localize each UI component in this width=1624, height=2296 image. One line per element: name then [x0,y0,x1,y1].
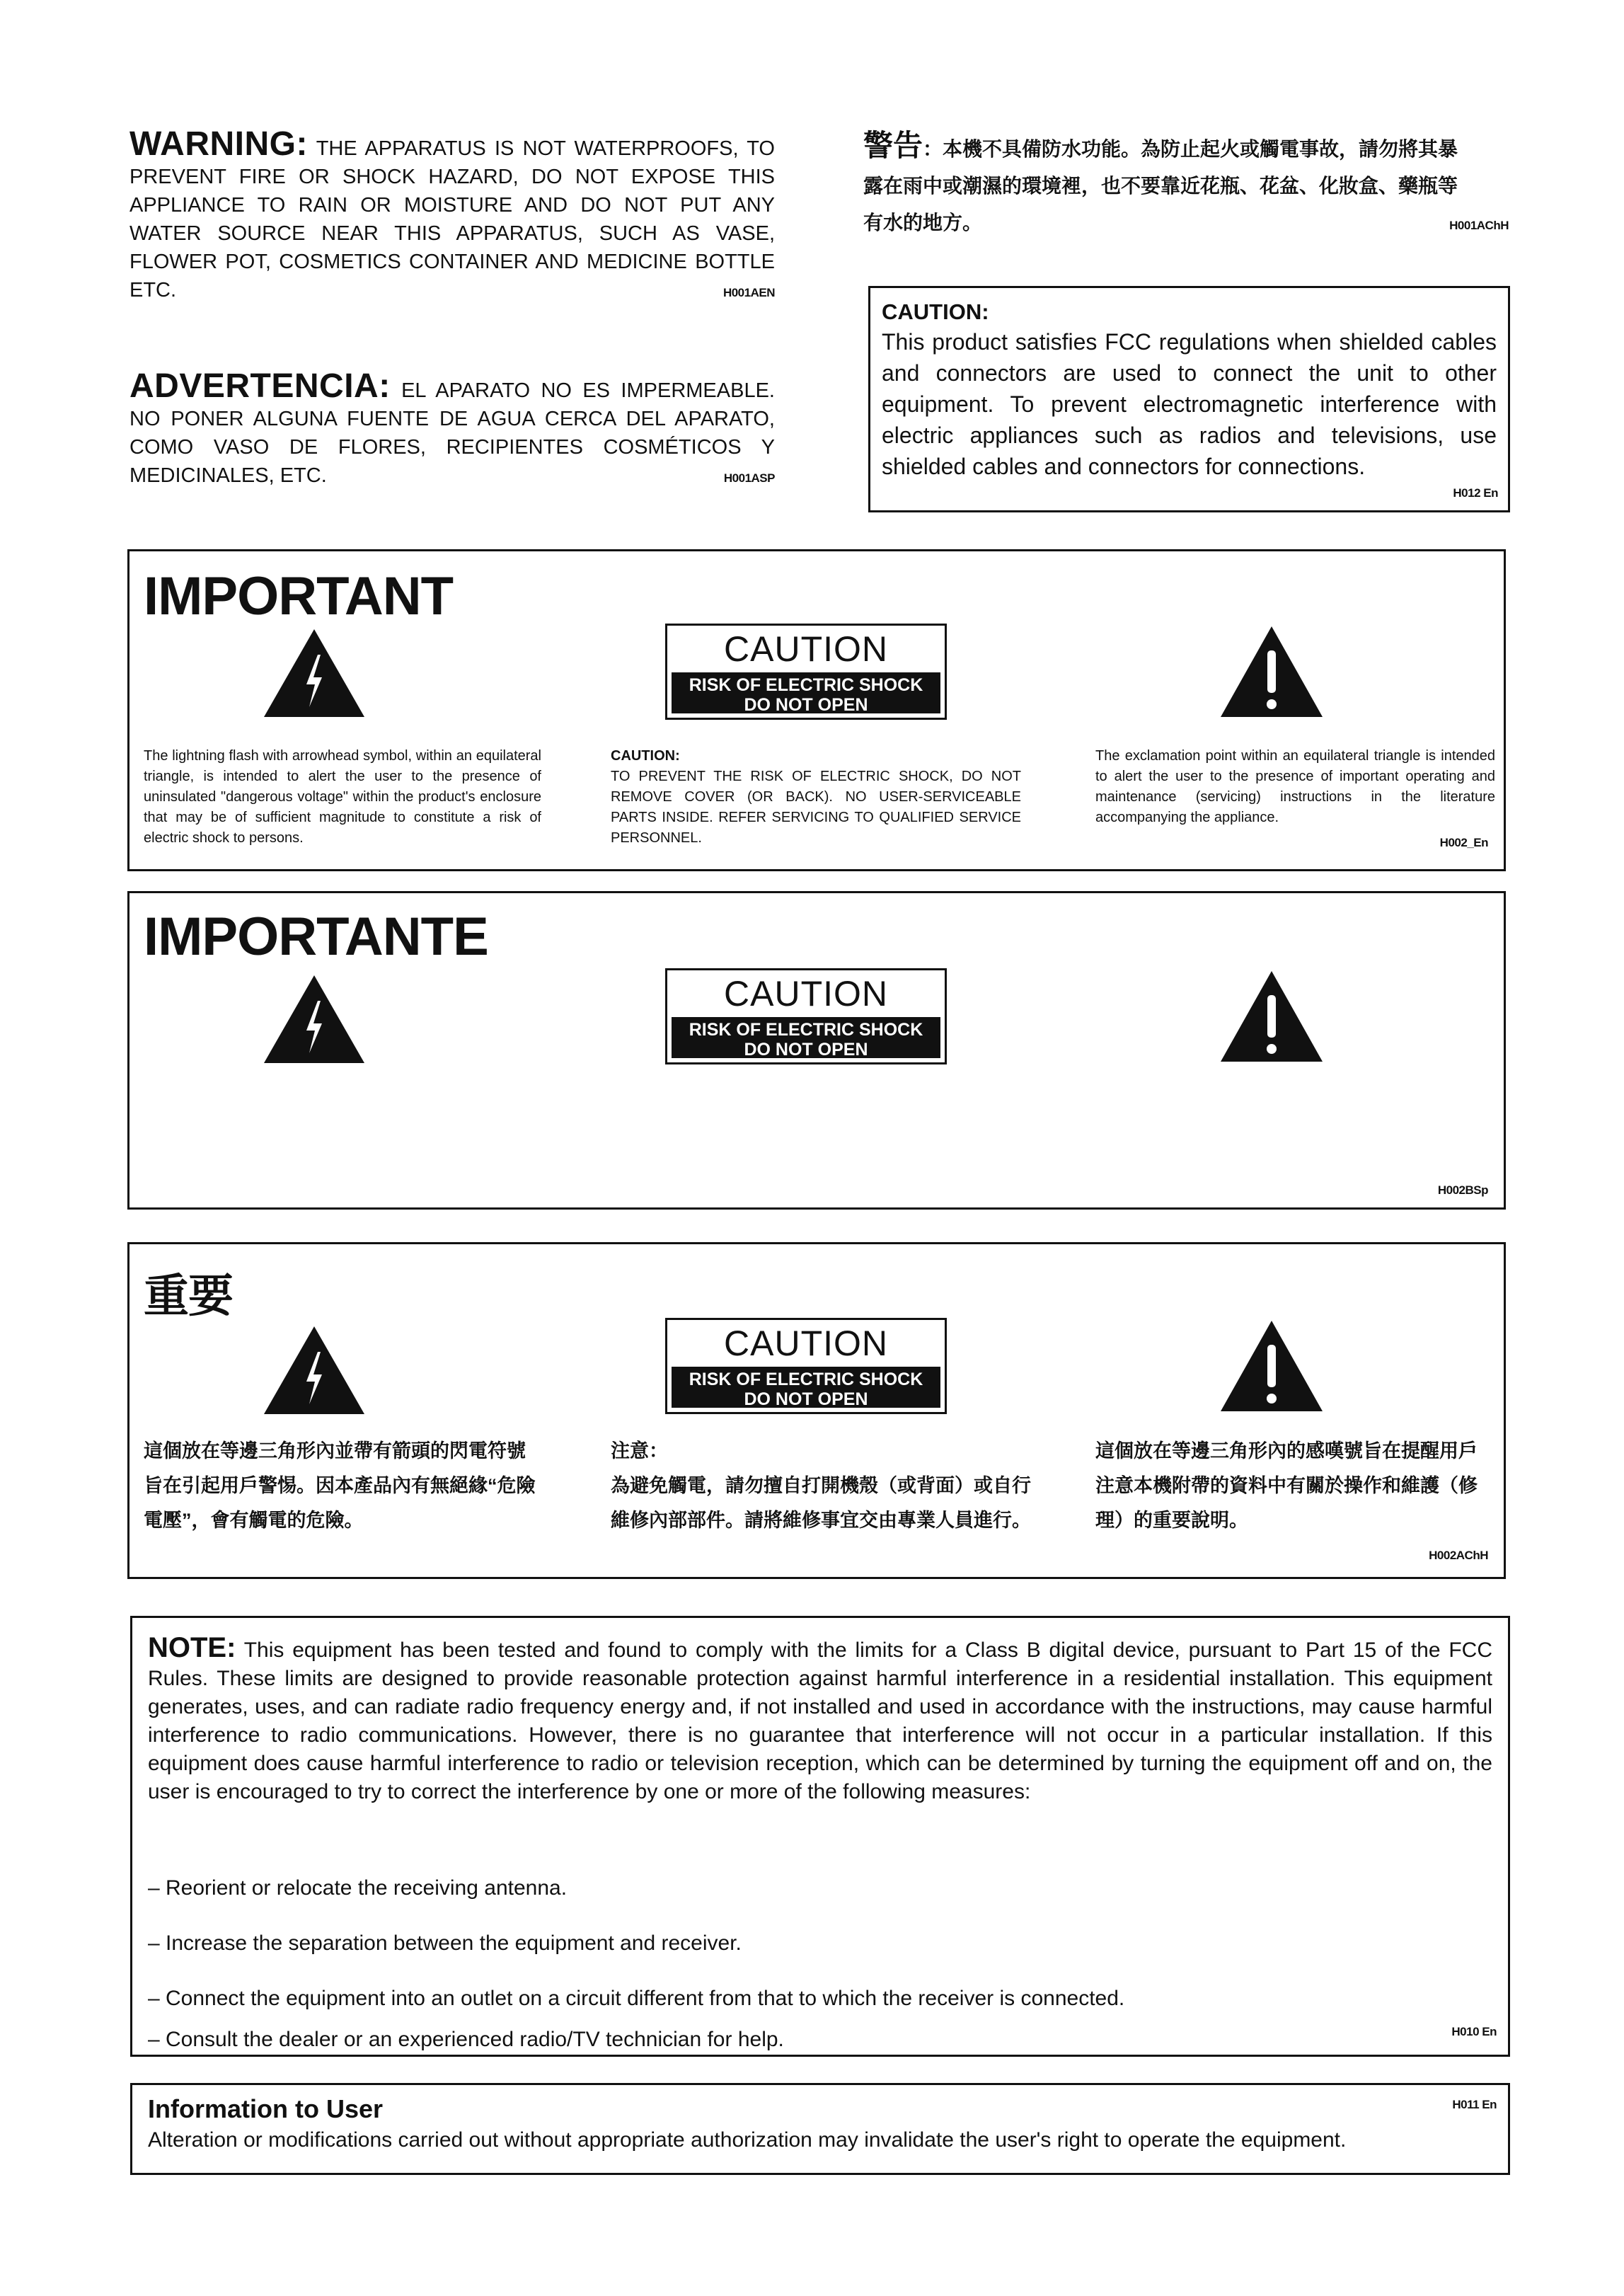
zh-warning-line-3: 有水的地方。 H001AChH [863,205,1509,244]
caution-label [665,624,947,720]
measure-item-3: – Connect the equipment into an outlet on a circuit different from that to which the receiver is connected. [148,1987,1125,2010]
warning-line-1: PREVENT FIRE OR SHOCK HAZARD, DO NOT EXPOSE THIS [129,166,775,188]
warning-line-4: FLOWER POT, COSMETICS CONTAINER AND MEDICINE BOTTLE [129,251,775,273]
caution-label-title: CAUTION [724,974,888,1014]
lightning-warning-icon [263,1325,366,1416]
zh-warning-line-2: 露在雨中或潮濕的環境裡，也不要靠近花瓶、花盆、化妝盒、藥瓶等 [863,175,1458,197]
importante-title: IMPORTANTE [144,907,488,967]
info-text: Alteration or modifications carried out without appropriate authorization may invalidate the user's right to operate the equipment. [148,2128,1347,2152]
measure-item-1: – Reorient or relocate the receiving antenna. [148,1876,568,1900]
exclamation-explanation-zh: 這個放在等邊三角形內的感嘆號旨在提醒用戶注意本機附帶的資料中有關於操作和維護（修理）的重要說明。 [1095,1440,1478,1531]
caution-explanation: CAUTION: TO PREVENT THE RISK OF ELECTRIC SHOCK, DO NOT REMOVE COVER (OR BACK). NO USER-SERVICEABLE PARTS INSIDE. REFER SERVICING TO QUALIFIED SERVICE PERSONNEL. [611,748,1021,846]
fcc-caution-box [868,286,1510,512]
importante-section [127,891,1506,1210]
fcc-caution-text: This product satisfies FCC regulations when shielded cables and connectors are used to connect the unit to other equipment. To prevent electromagnetic interference with electric appliances such as radios and televisions, use shielded cables and connectors for connections. [882,329,1497,479]
lightning-explanation-zh: 這個放在等邊三角形內並帶有箭頭的閃電符號旨在引起用戶警惕。因本產品內有無絕緣“危險電壓”，會有觸電的危險。 [144,1440,536,1531]
advertencia-code: H001ASP [723,471,775,485]
caution-label-risk: RISK OF ELECTRIC SHOCK DO NOT OPEN [672,672,940,713]
note-code: H010 En [1451,2025,1497,2038]
lightning-warning-icon [263,628,366,718]
important-section [127,549,1506,871]
advertencia-line-0: ADVERTENCIA: EL APARATO NO ES IMPERMEABLE. [129,367,775,405]
zh-warning-line-1: 警告：本機不具備防水功能。為防止起火或觸電事故，請勿將其暴 [863,129,1458,162]
important-zh-title: 重要 [144,1270,233,1321]
warning-chinese [863,127,1509,244]
important-zh-code: H002AChH [1429,1549,1488,1562]
warning-line-last: ETC. H001AEN [129,276,775,307]
info-to-user-box [130,2083,1510,2175]
zh-warning-lead: 警告 [863,129,923,162]
info-code: H011 En [1452,2098,1497,2111]
fcc-caution-title: CAUTION: [882,299,989,324]
warning-english [129,125,775,307]
lightning-warning-icon [263,974,366,1064]
measure-item-2: – Increase the separation between the equipment and receiver. [148,1931,742,1955]
important-title: IMPORTANT [144,566,454,626]
zh-warning-code: H001AChH [1449,219,1509,232]
exclamation-warning-icon [1219,1319,1324,1413]
advertencia-line-last: MEDICINALES, ETC. H001ASP [129,461,775,493]
advertencia-line-1: NO PONER ALGUNA FUENTE DE AGUA CERCA DEL APARATO, [129,408,775,430]
warning-line-2: APPLIANCE TO RAIN OR MOISTURE AND DO NOT PUT ANY [129,194,775,217]
caution-label-title: CAUTION [724,629,888,669]
caution-label [665,1318,947,1414]
exclamation-explanation: The exclamation point within an equilateral triangle is intended to alert the user to the presence of important operating and maintenance (servicing) instructions in the literature accompanying the appliance. [1095,748,1495,825]
fcc-note-box [130,1616,1510,2057]
lightning-explanation: The lightning flash with arrowhead symbol, within an equilateral triangle, is intended to alert the user to the presence of uninsulated "dangerous voltage" within the product's enclosure that may be of sufficient magnitude to constitute a risk of electric shock to persons. [144,748,541,846]
warning-code: H001AEN [722,286,775,299]
advertencia-lead: ADVERTENCIA: [129,367,391,405]
info-title: Information to User [148,2094,384,2123]
exclamation-warning-icon [1219,625,1324,718]
warning-lead: WARNING: [129,125,308,163]
important-code: H002_En [1439,836,1488,849]
importante-code: H002BSp [1437,1183,1488,1197]
advertencia-line-2: COMO VASO DE FLORES, RECIPIENTES COSMÉTICOS Y [129,436,775,459]
important-zh-section [127,1242,1506,1579]
warning-spanish [129,367,775,493]
exclamation-warning-icon [1219,970,1324,1063]
warning-line-3: WATER SOURCE NEAR THIS APPARATUS, SUCH AS VASE, [129,222,775,245]
caution-label-title: CAUTION [724,1324,888,1363]
caution-label-risk: RISK OF ELECTRIC SHOCK DO NOT OPEN [672,1367,940,1408]
fcc-note-text: NOTE: This equipment has been tested and found to comply with the limits for a Class B digital device, pursuant to Part 15 of the FCC Rules. These limits are designed to provide reasonable protection against harmful interference in a residential installation. This equipment generates, uses, and can radiate radio frequency energy and, if not installed and used in accordance with the instructions, may cause harmful interference to radio communications. However, there is no guarantee that interference will not occur in a particular installation. If this equipment does cause harmful interference to radio or television reception, which can be determined by turning the equipment off and on, the user is encouraged to try to correct the interference by one or more of the following measures: [148,1632,1492,1803]
caution-explanation-zh: 注意： 為避免觸電，請勿擅自打開機殼（或背面）或自行維修內部部件。請將維修事宜交由專業人員進行。 [611,1440,1031,1531]
warning-line-0: WARNING: THE APPARATUS IS NOT WATERPROOFS, TO [129,125,775,163]
note-lead: NOTE: [148,1632,236,1663]
measure-item-4: – Consult the dealer or an experienced radio/TV technician for help. [148,2028,784,2051]
fcc-caution-code: H012 En [1453,486,1498,500]
caution-label-risk: RISK OF ELECTRIC SHOCK DO NOT OPEN [672,1017,940,1058]
caution-label [665,968,947,1064]
